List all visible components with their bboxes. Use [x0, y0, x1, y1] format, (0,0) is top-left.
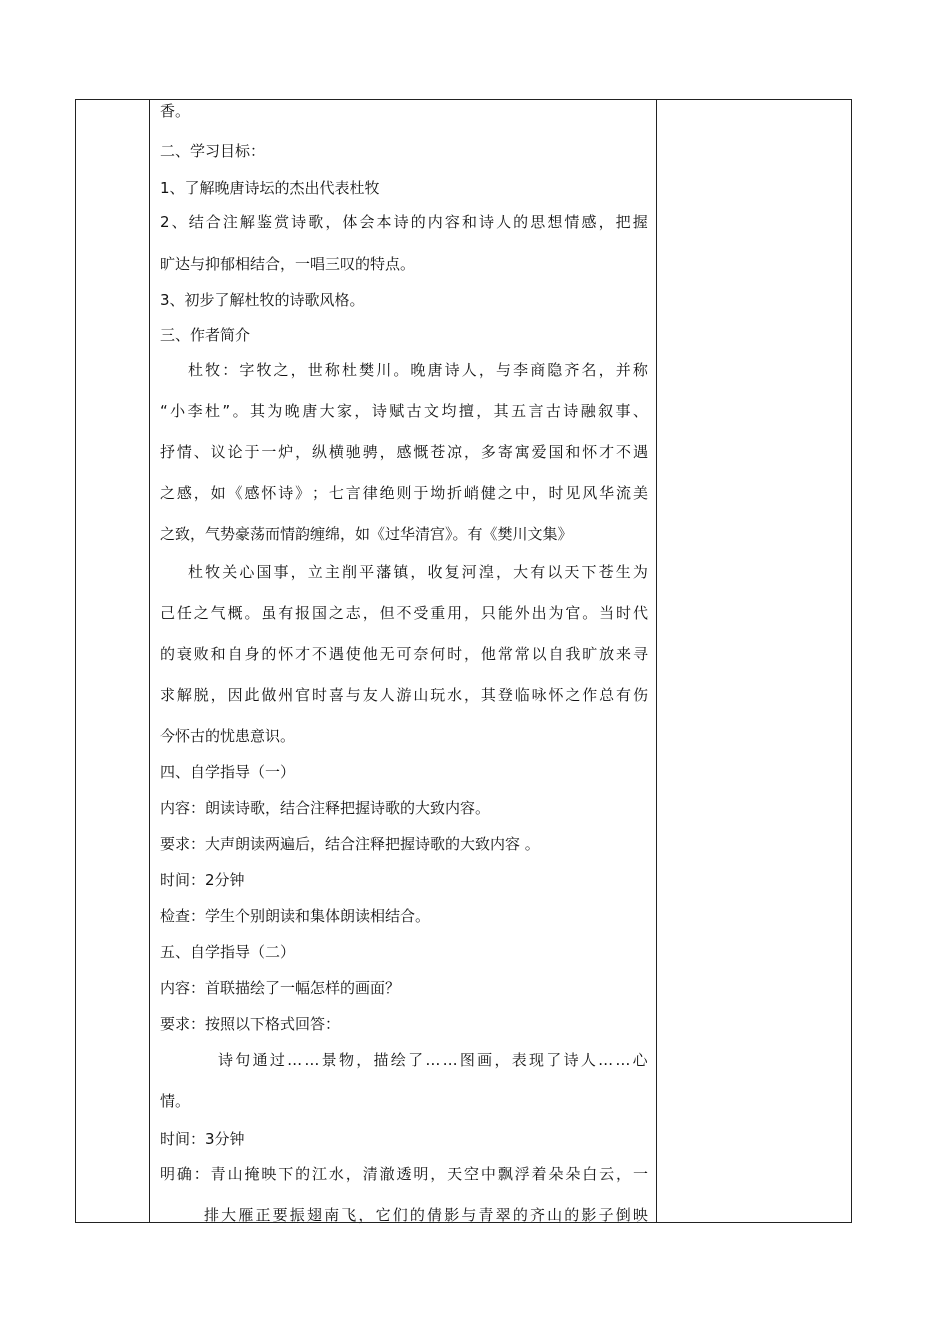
text-line: 要求：大声朗读两遍后，结合注释把握诗歌的大致内容 。	[160, 835, 540, 853]
section-heading-guide-1: 四、自学指导（一）	[160, 763, 296, 781]
text-line: 时间：3分钟	[160, 1130, 245, 1148]
answer-format-line: 诗 句 通 过 … … 景 物 ， 描 绘 了 … … 图 画 ， 表 现 了 诗 人 … … 心	[218, 1051, 648, 1069]
text-line: 之致，气势豪荡而情韵缠绵，如《过华清宫》。有《樊川文集》	[160, 525, 573, 543]
text-line: 要求：按照以下格式回答：	[160, 1015, 341, 1033]
text-line: 检查：学生个别朗读和集体朗读相结合。	[160, 907, 431, 925]
text-line: 时间：2分钟	[160, 871, 245, 889]
text-line: 旷达与抑郁相结合，一唱三叹的特点。	[160, 255, 416, 273]
text-line: 杜 牧 ： 字 牧 之 ， 世 称 杜 樊 川 。 晚 唐 诗 人 ， 与 李 商 隐 齐 名 ， 并 称	[188, 361, 648, 379]
text-line: 的 衰 败 和 自 身 的 怀 才 不 遇 使 他 无 可 奈 何 时 ， 他 常 常 以 自 我 旷 放 来 寻	[160, 645, 648, 663]
text-line: 排 大 雁 正 要 振 翅 南 飞 ， 它 们 的 倩 影 与 青 翠 的 齐 山 的 影 子 倒 映	[204, 1206, 648, 1224]
text-line: 2 、 结 合 注 解 鉴 赏 诗 歌 ， 体 会 本 诗 的 内 容 和 诗 人 的 思 想 情 感 ， 把 握	[160, 213, 648, 231]
section-heading-goals: 二、学习目标：	[160, 142, 266, 160]
text-line: 情。	[160, 1092, 191, 1110]
text-line: 己 任 之 气 概 。 虽 有 报 国 之 志 ， 但 不 受 重 用 ， 只 能 外 出 为 官 。 当 时 代	[160, 604, 648, 622]
section-heading-guide-2: 五、自学指导（二）	[160, 943, 296, 961]
text-line: 明 确 ： 青 山 掩 映 下 的 江 水 ， 清 澈 透 明 ， 天 空 中 飘 浮 着 朵 朵 白 云 ， 一	[160, 1165, 648, 1183]
text-line: 1、了解晚唐诗坛的杰出代表杜牧	[160, 179, 380, 197]
text-line: 香。	[160, 102, 191, 120]
text-line: 内容：朗读诗歌，结合注释把握诗歌的大致内容。	[160, 799, 491, 817]
text-line: “ 小 李 杜 ” 。 其 为 晚 唐 大 家 ， 诗 赋 古 文 均 擅 ， 其 五 言 古 诗 融 叙 事 、	[160, 402, 648, 420]
text-line: 之 感 ， 如 《 感 怀 诗 》 ； 七 言 律 绝 则 于 坳 折 峭 健 之 中 ， 时 见 风 华 流 美	[160, 484, 648, 502]
text-line: 今怀古的忧患意识。	[160, 727, 296, 745]
column-divider-left	[149, 100, 150, 1222]
lesson-table	[75, 99, 852, 1223]
column-divider-right	[656, 100, 657, 1222]
text-line: 抒 情 、 议 论 于 一 炉 ， 纵 横 驰 骋 ， 感 慨 苍 凉 ， 多 寄 寓 爱 国 和 怀 才 不 遇	[160, 443, 648, 461]
text-line: 内容：首联描绘了一幅怎样的画面？	[160, 979, 401, 997]
text-line: 杜 牧 关 心 国 事 ， 立 主 削 平 藩 镇 ， 收 复 河 湟 ， 大 有 以 天 下 苍 生 为	[188, 563, 648, 581]
text-line: 3、初步了解杜牧的诗歌风格。	[160, 291, 365, 309]
section-heading-author: 三、作者简介	[160, 326, 251, 344]
text-line: 求 解 脱 ， 因 此 做 州 官 时 喜 与 友 人 游 山 玩 水 ， 其 登 临 咏 怀 之 作 总 有 伤	[160, 686, 648, 704]
